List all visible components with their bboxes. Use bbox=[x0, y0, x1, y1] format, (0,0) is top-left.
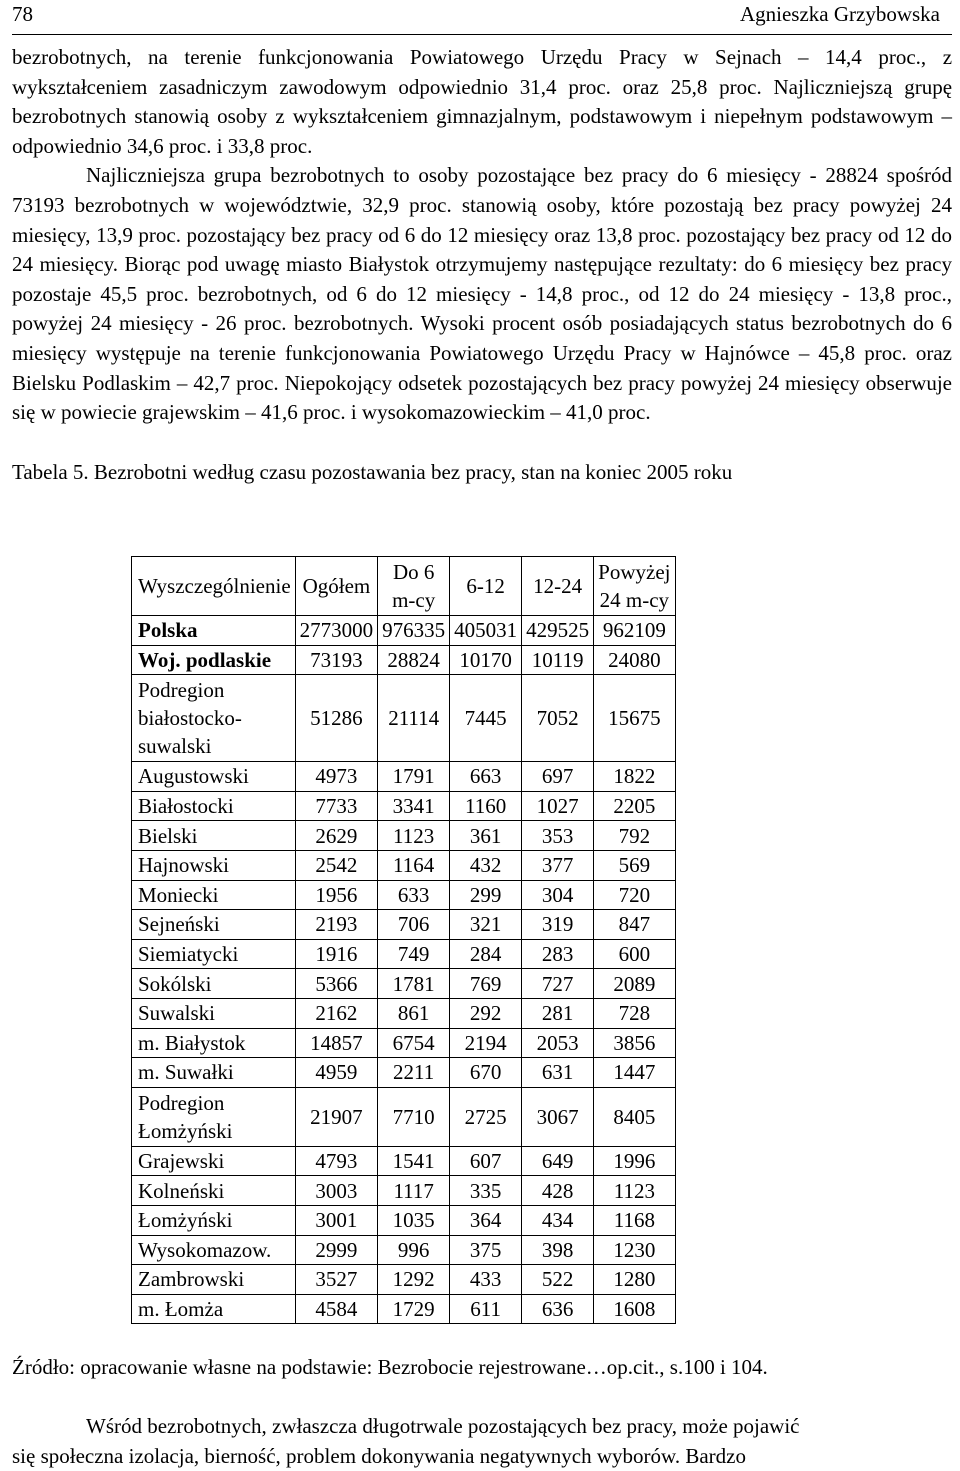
table-header-row bbox=[132, 557, 676, 616]
table-row bbox=[132, 616, 676, 646]
value-cell: 792 bbox=[594, 821, 675, 851]
row-name-line: Podregion bbox=[138, 678, 225, 703]
table-row bbox=[132, 939, 676, 969]
row-name-cell: Zambrowski bbox=[132, 1265, 296, 1295]
table-row bbox=[132, 1294, 676, 1324]
table-row bbox=[132, 791, 676, 821]
value-cell: 727 bbox=[522, 969, 594, 999]
value-cell: 353 bbox=[522, 821, 594, 851]
value-cell: 607 bbox=[450, 1146, 522, 1176]
value-cell: 434 bbox=[522, 1205, 594, 1235]
body-text bbox=[12, 43, 952, 428]
value-cell: 600 bbox=[594, 939, 675, 969]
value-cell: 6754 bbox=[378, 1028, 450, 1058]
table-caption: Tabela 5. Bezrobotni według czasu pozostawania bez pracy, stan na koniec 2005 roku bbox=[12, 459, 733, 484]
source-note: Źródło: opracowanie własne na podstawie: Bezrobocie rejestrowane…op.cit., s.100 i 104. bbox=[12, 1355, 768, 1379]
value-cell: 321 bbox=[450, 910, 522, 940]
value-cell: 633 bbox=[378, 880, 450, 910]
closing-paragraph bbox=[12, 1412, 952, 1471]
header-line: m-cy bbox=[392, 588, 436, 612]
value-cell: 1956 bbox=[295, 880, 378, 910]
value-cell: 7710 bbox=[378, 1087, 450, 1146]
value-cell: 432 bbox=[450, 850, 522, 880]
value-cell: 2773000 bbox=[295, 616, 378, 646]
value-cell: 4584 bbox=[295, 1294, 378, 1324]
value-cell: 1781 bbox=[378, 969, 450, 999]
value-cell: 304 bbox=[522, 880, 594, 910]
table-row bbox=[132, 910, 676, 940]
value-cell: 670 bbox=[450, 1058, 522, 1088]
value-cell: 1123 bbox=[378, 821, 450, 851]
value-cell: 10119 bbox=[522, 645, 594, 675]
value-cell: 3341 bbox=[378, 791, 450, 821]
value-cell: 2725 bbox=[450, 1087, 522, 1146]
table-row bbox=[132, 1205, 676, 1235]
table-row bbox=[132, 850, 676, 880]
value-cell: 749 bbox=[378, 939, 450, 969]
closing-line: się społeczna izolacja, bierność, problem dokonywania negatywnych wyborów. Bardzo bbox=[12, 1443, 746, 1468]
page-header bbox=[12, 0, 952, 35]
value-cell: 2999 bbox=[295, 1235, 378, 1265]
value-cell: 962109 bbox=[594, 616, 675, 646]
value-cell: 4793 bbox=[295, 1146, 378, 1176]
value-cell: 319 bbox=[522, 910, 594, 940]
row-name-cell: Wysokomazow. bbox=[132, 1235, 296, 1265]
row-name-cell: m. Suwałki bbox=[132, 1058, 296, 1088]
value-cell: 2629 bbox=[295, 821, 378, 851]
header-line: Powyżej bbox=[598, 560, 671, 584]
value-cell: 1822 bbox=[594, 762, 675, 792]
value-cell: 299 bbox=[450, 880, 522, 910]
table-row bbox=[132, 1176, 676, 1206]
row-name-cell: Grajewski bbox=[132, 1146, 296, 1176]
header-line: 24 m-cy bbox=[599, 588, 670, 612]
value-cell: 14857 bbox=[295, 1028, 378, 1058]
row-name-cell: Sejneński bbox=[132, 910, 296, 940]
row-name-cell: Bielski bbox=[132, 821, 296, 851]
header-cell: 6-12 bbox=[450, 557, 522, 616]
value-cell: 636 bbox=[522, 1294, 594, 1324]
value-cell: 2193 bbox=[295, 910, 378, 940]
value-cell: 7445 bbox=[450, 675, 522, 762]
value-cell: 720 bbox=[594, 880, 675, 910]
value-cell: 405031 bbox=[450, 616, 522, 646]
value-cell: 429525 bbox=[522, 616, 594, 646]
page-number: 78 bbox=[12, 2, 33, 26]
value-cell: 1608 bbox=[594, 1294, 675, 1324]
table-row bbox=[132, 645, 676, 675]
value-cell: 861 bbox=[378, 998, 450, 1028]
table-row bbox=[132, 969, 676, 999]
row-name-cell: Moniecki bbox=[132, 880, 296, 910]
value-cell: 996 bbox=[378, 1235, 450, 1265]
value-cell: 375 bbox=[450, 1235, 522, 1265]
value-cell: 15675 bbox=[594, 675, 675, 762]
value-cell: 8405 bbox=[594, 1087, 675, 1146]
value-cell: 1160 bbox=[450, 791, 522, 821]
table-body bbox=[132, 616, 676, 1324]
value-cell: 335 bbox=[450, 1176, 522, 1206]
header-cell: 12-24 bbox=[522, 557, 594, 616]
value-cell: 4959 bbox=[295, 1058, 378, 1088]
row-name-cell: Suwalski bbox=[132, 998, 296, 1028]
value-cell: 1292 bbox=[378, 1265, 450, 1295]
row-name-cell: Łomżyński bbox=[132, 1205, 296, 1235]
value-cell: 73193 bbox=[295, 645, 378, 675]
value-cell: 7052 bbox=[522, 675, 594, 762]
page bbox=[12, 0, 952, 486]
value-cell: 10170 bbox=[450, 645, 522, 675]
value-cell: 3527 bbox=[295, 1265, 378, 1295]
value-cell: 3003 bbox=[295, 1176, 378, 1206]
value-cell: 5366 bbox=[295, 969, 378, 999]
value-cell: 2211 bbox=[378, 1058, 450, 1088]
value-cell: 1123 bbox=[594, 1176, 675, 1206]
value-cell: 398 bbox=[522, 1235, 594, 1265]
paragraph-1-line: podstawowym i niepełnym podstawowym – odpowiednio 34,6 proc. i 33,8 proc. bbox=[12, 104, 952, 158]
value-cell: 1996 bbox=[594, 1146, 675, 1176]
table-row bbox=[132, 762, 676, 792]
value-cell: 24080 bbox=[594, 645, 675, 675]
value-cell: 1117 bbox=[378, 1176, 450, 1206]
value-cell: 1164 bbox=[378, 850, 450, 880]
row-name-cell: Kolneński bbox=[132, 1176, 296, 1206]
header-line: Do 6 bbox=[392, 560, 435, 584]
header-cell: Ogółem bbox=[295, 557, 378, 616]
paragraph-1-line: Najliczniejszą grupę bezrobotnych stanowią osoby z wykształceniem gimnazjalnym, bbox=[12, 74, 953, 129]
value-cell: 1230 bbox=[594, 1235, 675, 1265]
value-cell: 2162 bbox=[295, 998, 378, 1028]
row-name-cell: Sokólski bbox=[132, 969, 296, 999]
value-cell: 569 bbox=[594, 850, 675, 880]
row-name-cell: Białostocki bbox=[132, 791, 296, 821]
paragraph-1 bbox=[12, 43, 952, 161]
table-row bbox=[132, 1058, 676, 1088]
paragraph-2: Najliczniejsza grupa bezrobotnych to osoby pozostające bez pracy do 6 miesięcy - 28824 spośród 73193 bezrobotnych w województwie, 32,9 proc. stanowią osoby, które pozostają bez pracy powyżej 24 miesięcy, 13,9 proc. pozostający bez pracy od 6 do 12 miesięcy oraz 13,8 proc. pozostający bez pracy od 12 do 24 miesięcy. Biorąc pod uwagę miasto Białystok otrzymujemy następujące rezultaty: do 6 miesięcy bez pracy pozostaje 45,5 proc. bezrobotnych, od 6 do 12 miesięcy - 14,8 proc., od 12 do 24 miesięcy - 13,8 proc., powyżej 24 miesięcy - 26 proc. bezrobotnych. Wysoki procent osób posiadających status bezrobotnych do 6 miesięcy występuje na terenie funkcjonowania Powiatowego Urzędu Pracy w Hajnówce – 45,8 proc. oraz Bielsku Podlaskim – 42,7 proc. Niepokojący odsetek pozostających bez pracy powyżej 24 miesięcy obserwuje się w powiecie grajewskim – 41,6 proc. i wysokomazowieckim – 41,0 proc. bbox=[12, 163, 952, 425]
table-row bbox=[132, 998, 676, 1028]
row-name-cell bbox=[132, 675, 296, 762]
value-cell: 284 bbox=[450, 939, 522, 969]
value-cell: 706 bbox=[378, 910, 450, 940]
value-cell: 21907 bbox=[295, 1087, 378, 1146]
value-cell: 4973 bbox=[295, 762, 378, 792]
value-cell: 7733 bbox=[295, 791, 378, 821]
row-name-line: Łomżyński bbox=[138, 1118, 233, 1143]
table-row bbox=[132, 1235, 676, 1265]
row-name-line: Podregion bbox=[138, 1090, 225, 1115]
value-cell: 3856 bbox=[594, 1028, 675, 1058]
table-row bbox=[132, 675, 676, 762]
table-row bbox=[132, 1146, 676, 1176]
value-cell: 663 bbox=[450, 762, 522, 792]
value-cell: 1447 bbox=[594, 1058, 675, 1088]
value-cell: 1916 bbox=[295, 939, 378, 969]
table-row bbox=[132, 1265, 676, 1295]
row-name-cell: Augustowski bbox=[132, 762, 296, 792]
value-cell: 377 bbox=[522, 850, 594, 880]
running-author: Agnieszka Grzybowska bbox=[739, 2, 940, 26]
value-cell: 2089 bbox=[594, 969, 675, 999]
value-cell: 428 bbox=[522, 1176, 594, 1206]
table-row bbox=[132, 1087, 676, 1146]
value-cell: 1280 bbox=[594, 1265, 675, 1295]
value-cell: 728 bbox=[594, 998, 675, 1028]
row-name-line: białostocko- bbox=[138, 706, 242, 731]
value-cell: 976335 bbox=[378, 616, 450, 646]
value-cell: 283 bbox=[522, 939, 594, 969]
value-cell: 1541 bbox=[378, 1146, 450, 1176]
row-name-cell: m. Łomża bbox=[132, 1294, 296, 1324]
value-cell: 364 bbox=[450, 1205, 522, 1235]
value-cell: 433 bbox=[450, 1265, 522, 1295]
row-name-cell: Polska bbox=[132, 616, 296, 646]
row-name-cell: Hajnowski bbox=[132, 850, 296, 880]
value-cell: 281 bbox=[522, 998, 594, 1028]
row-name-cell bbox=[132, 1087, 296, 1146]
value-cell: 51286 bbox=[295, 675, 378, 762]
value-cell: 1035 bbox=[378, 1205, 450, 1235]
value-cell: 1791 bbox=[378, 762, 450, 792]
header-cell bbox=[594, 557, 675, 616]
paragraph-1-line: bezrobotnych, na terenie funkcjonowania Powiatowego Urzędu Pracy w Sejnach – 14,4 proc., bbox=[12, 45, 927, 69]
row-name-cell: Woj. podlaskie bbox=[132, 645, 296, 675]
header-cell: Wyszczególnienie bbox=[132, 557, 296, 616]
table-row bbox=[132, 880, 676, 910]
data-table bbox=[131, 556, 676, 1324]
value-cell: 1027 bbox=[522, 791, 594, 821]
value-cell: 21114 bbox=[378, 675, 450, 762]
paragraph-1-line: z wykształceniem zasadniczym zawodowym odpowiednio 31,4 proc. oraz 25,8 proc. bbox=[12, 45, 953, 99]
value-cell: 649 bbox=[522, 1146, 594, 1176]
value-cell: 631 bbox=[522, 1058, 594, 1088]
value-cell: 611 bbox=[450, 1294, 522, 1324]
table-row bbox=[132, 821, 676, 851]
value-cell: 522 bbox=[522, 1265, 594, 1295]
value-cell: 3001 bbox=[295, 1205, 378, 1235]
row-name-cell: m. Białystok bbox=[132, 1028, 296, 1058]
table-row bbox=[132, 1028, 676, 1058]
closing-line: Wśród bezrobotnych, zwłaszcza długotrwale pozostających bez pracy, może pojawić bbox=[86, 1414, 800, 1438]
value-cell: 769 bbox=[450, 969, 522, 999]
value-cell: 2194 bbox=[450, 1028, 522, 1058]
value-cell: 3067 bbox=[522, 1087, 594, 1146]
value-cell: 1729 bbox=[378, 1294, 450, 1324]
header-cell bbox=[378, 557, 450, 616]
value-cell: 697 bbox=[522, 762, 594, 792]
row-name-line: suwalski bbox=[138, 734, 212, 759]
value-cell: 2542 bbox=[295, 850, 378, 880]
value-cell: 2053 bbox=[522, 1028, 594, 1058]
value-cell: 28824 bbox=[378, 645, 450, 675]
value-cell: 1168 bbox=[594, 1205, 675, 1235]
value-cell: 847 bbox=[594, 910, 675, 940]
value-cell: 2205 bbox=[594, 791, 675, 821]
row-name-cell: Siemiatycki bbox=[132, 939, 296, 969]
value-cell: 361 bbox=[450, 821, 522, 851]
value-cell: 292 bbox=[450, 998, 522, 1028]
